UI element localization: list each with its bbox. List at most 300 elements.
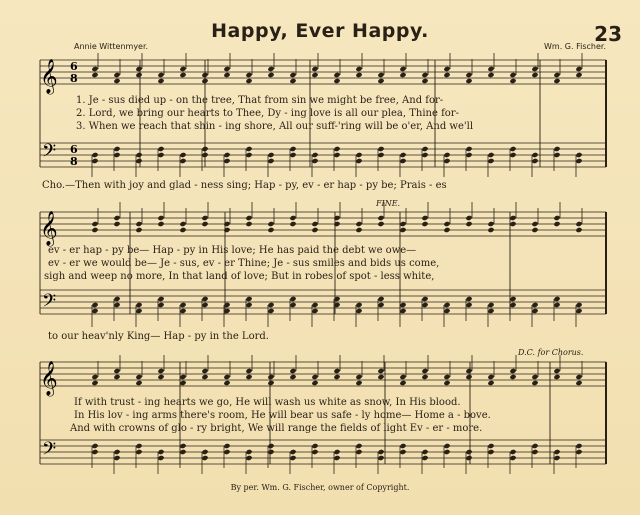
note-head	[355, 449, 362, 455]
note-head	[575, 449, 582, 455]
note-head	[421, 72, 428, 78]
note-head	[487, 380, 494, 386]
note-head	[421, 449, 428, 455]
note-head	[333, 152, 340, 158]
note-head	[443, 158, 450, 164]
note-head	[311, 374, 318, 380]
verse3-line-system2: sigh and weep no more, In that land of love; But in robes of spot - less white,	[44, 271, 435, 282]
note-head	[487, 302, 494, 308]
note-head	[553, 215, 560, 221]
note-head	[267, 380, 274, 386]
note-head	[487, 449, 494, 455]
note-head	[487, 152, 494, 158]
note-head	[575, 227, 582, 233]
note-head	[289, 78, 296, 84]
note-head	[377, 368, 384, 374]
note-head	[245, 449, 252, 455]
note-head	[135, 221, 142, 227]
note-head	[135, 302, 142, 308]
note-head	[289, 221, 296, 227]
note-head	[575, 152, 582, 158]
note-head	[443, 308, 450, 314]
note-head	[509, 146, 516, 152]
note-head	[157, 374, 164, 380]
note-head	[531, 227, 538, 233]
note-head	[531, 380, 538, 386]
note-head	[399, 221, 406, 227]
note-head	[487, 443, 494, 449]
bass-clef-3: 𝄢	[42, 439, 57, 464]
note-head	[157, 455, 164, 461]
note-head	[267, 158, 274, 164]
note-head	[289, 455, 296, 461]
note-head	[421, 146, 428, 152]
note-head	[311, 308, 318, 314]
note-head	[245, 215, 252, 221]
note-head	[157, 146, 164, 152]
note-head	[245, 78, 252, 84]
note-head	[91, 302, 98, 308]
note-head	[443, 302, 450, 308]
note-head	[157, 152, 164, 158]
note-head	[201, 221, 208, 227]
note-head	[245, 296, 252, 302]
verse3-line-system1: 3. When we reach that shin - ing shore, All our suff-'ring will be o'er, And we'll	[76, 121, 474, 132]
note-head	[509, 296, 516, 302]
note-head	[509, 302, 516, 308]
note-head	[377, 374, 384, 380]
note-head	[223, 221, 230, 227]
note-head	[135, 449, 142, 455]
note-head	[113, 72, 120, 78]
note-head	[377, 302, 384, 308]
verse1-line-system3: If with trust - ing hearts we go, He will wash us white as snow, In His blood.	[74, 397, 461, 408]
note-head	[157, 302, 164, 308]
note-head	[267, 302, 274, 308]
note-head	[311, 72, 318, 78]
note-head	[399, 443, 406, 449]
note-head	[443, 221, 450, 227]
note-head	[333, 72, 340, 78]
note-head	[443, 227, 450, 233]
note-head	[157, 221, 164, 227]
note-head	[333, 146, 340, 152]
note-head	[487, 374, 494, 380]
note-head	[465, 374, 472, 380]
note-head	[179, 449, 186, 455]
note-head	[179, 227, 186, 233]
time-sig-top-bass: 6	[70, 143, 78, 156]
note-head	[399, 380, 406, 386]
note-head	[201, 215, 208, 221]
note-head	[113, 455, 120, 461]
note-head	[311, 221, 318, 227]
note-head	[333, 449, 340, 455]
note-head	[201, 72, 208, 78]
note-head	[157, 78, 164, 84]
note-head	[531, 152, 538, 158]
note-head	[311, 302, 318, 308]
hymn-title: Happy, Ever Happy.	[211, 20, 429, 42]
note-head	[443, 443, 450, 449]
note-head	[509, 152, 516, 158]
note-head	[201, 296, 208, 302]
note-head	[487, 221, 494, 227]
verse1-line-system2: ev - er hap - py be— Hap - py in His love; He has paid the debt we owe—	[48, 245, 417, 256]
note-head	[201, 302, 208, 308]
note-head	[289, 449, 296, 455]
note-head	[245, 368, 252, 374]
note-head	[311, 66, 318, 72]
note-head	[245, 455, 252, 461]
note-head	[333, 374, 340, 380]
note-head	[179, 308, 186, 314]
note-head	[377, 152, 384, 158]
note-head	[531, 443, 538, 449]
note-head	[377, 455, 384, 461]
note-head	[443, 66, 450, 72]
note-head	[553, 221, 560, 227]
note-head	[91, 158, 98, 164]
note-head	[179, 302, 186, 308]
chorus-line-system2: to our heav'nly King— Hap - py in the Lord.	[48, 331, 269, 342]
note-head	[223, 227, 230, 233]
note-head	[377, 296, 384, 302]
note-head	[399, 158, 406, 164]
note-head	[179, 72, 186, 78]
note-head	[575, 380, 582, 386]
note-head	[509, 374, 516, 380]
note-head	[201, 455, 208, 461]
note-head	[91, 152, 98, 158]
note-head	[201, 374, 208, 380]
note-head	[311, 158, 318, 164]
note-head	[289, 215, 296, 221]
note-head	[135, 72, 142, 78]
note-head	[465, 215, 472, 221]
note-head	[399, 302, 406, 308]
note-head	[311, 443, 318, 449]
note-head	[399, 66, 406, 72]
note-head	[399, 72, 406, 78]
note-head	[157, 368, 164, 374]
verse1-line-system1: 1. Je - sus died up - on the tree, That from sin we might be free, And for-	[76, 95, 444, 106]
note-head	[333, 78, 340, 84]
note-head	[465, 455, 472, 461]
note-head	[179, 158, 186, 164]
note-head	[135, 66, 142, 72]
note-head	[267, 308, 274, 314]
note-head	[487, 158, 494, 164]
note-head	[443, 374, 450, 380]
note-head	[355, 374, 362, 380]
note-head	[113, 296, 120, 302]
note-head	[201, 152, 208, 158]
note-head	[509, 455, 516, 461]
note-head	[465, 221, 472, 227]
note-head	[355, 72, 362, 78]
note-head	[91, 449, 98, 455]
note-head	[311, 227, 318, 233]
note-head	[179, 443, 186, 449]
note-head	[575, 221, 582, 227]
note-head	[223, 374, 230, 380]
note-head	[157, 296, 164, 302]
note-head	[355, 443, 362, 449]
note-head	[399, 308, 406, 314]
note-head	[531, 158, 538, 164]
note-head	[135, 152, 142, 158]
note-head	[465, 449, 472, 455]
note-head	[113, 215, 120, 221]
treble-clef-2: 𝄞	[40, 211, 58, 246]
note-head	[113, 152, 120, 158]
bass-clef-2: 𝄢	[42, 291, 57, 316]
dc-mark: D.C. for Chorus.	[518, 348, 584, 357]
note-head	[399, 152, 406, 158]
note-head	[135, 308, 142, 314]
note-head	[487, 227, 494, 233]
note-head	[333, 455, 340, 461]
note-head	[245, 152, 252, 158]
note-head	[443, 449, 450, 455]
note-head	[377, 72, 384, 78]
note-head	[553, 374, 560, 380]
note-head	[421, 302, 428, 308]
note-head	[509, 78, 516, 84]
note-head	[553, 455, 560, 461]
note-head	[157, 72, 164, 78]
note-head	[553, 368, 560, 374]
note-head	[201, 146, 208, 152]
note-head	[113, 374, 120, 380]
note-head	[355, 158, 362, 164]
note-head	[267, 227, 274, 233]
note-head	[509, 215, 516, 221]
note-head	[377, 78, 384, 84]
note-head	[333, 302, 340, 308]
page-number: 23	[594, 22, 622, 46]
note-head	[91, 443, 98, 449]
note-head	[421, 78, 428, 84]
note-head	[223, 449, 230, 455]
note-head	[553, 152, 560, 158]
note-head	[443, 72, 450, 78]
note-head	[245, 302, 252, 308]
note-head	[421, 374, 428, 380]
note-head	[157, 215, 164, 221]
note-head	[245, 221, 252, 227]
note-head	[267, 374, 274, 380]
note-head	[399, 374, 406, 380]
note-head	[487, 66, 494, 72]
treble-clef-1: 𝄞	[40, 59, 58, 94]
note-head	[135, 374, 142, 380]
note-head	[355, 66, 362, 72]
note-head	[333, 368, 340, 374]
note-head	[553, 449, 560, 455]
note-head	[333, 215, 340, 221]
note-head	[531, 308, 538, 314]
note-head	[223, 158, 230, 164]
note-head	[289, 302, 296, 308]
time-sig-bottom-treble: 8	[70, 72, 78, 85]
note-head	[531, 302, 538, 308]
note-head	[223, 308, 230, 314]
note-head	[421, 455, 428, 461]
note-head	[289, 296, 296, 302]
note-head	[465, 368, 472, 374]
note-head	[289, 72, 296, 78]
note-head	[377, 215, 384, 221]
note-head	[267, 221, 274, 227]
time-sig-top-treble: 6	[70, 60, 78, 73]
note-head	[135, 158, 142, 164]
note-head	[531, 72, 538, 78]
note-head	[157, 449, 164, 455]
note-head	[201, 78, 208, 84]
note-head	[399, 449, 406, 455]
note-head	[575, 158, 582, 164]
note-head	[399, 227, 406, 233]
time-sig-bottom-bass: 8	[70, 155, 78, 168]
note-head	[355, 221, 362, 227]
note-head	[421, 215, 428, 221]
note-head	[487, 308, 494, 314]
note-head	[575, 72, 582, 78]
note-head	[355, 227, 362, 233]
copyright-footer: By per. Wm. G. Fischer, owner of Copyright.	[230, 483, 410, 492]
note-head	[267, 449, 274, 455]
note-head	[267, 72, 274, 78]
note-head	[509, 368, 516, 374]
bass-clef-1: 𝄢	[42, 141, 57, 166]
note-head	[553, 78, 560, 84]
note-head	[531, 374, 538, 380]
note-head	[223, 152, 230, 158]
note-head	[531, 449, 538, 455]
note-head	[201, 368, 208, 374]
note-head	[421, 368, 428, 374]
note-head	[311, 449, 318, 455]
note-head	[575, 374, 582, 380]
note-head	[223, 72, 230, 78]
note-head	[91, 227, 98, 233]
note-head	[575, 66, 582, 72]
lyricist-credit: Annie Wittenmyer.	[74, 42, 149, 51]
note-head	[91, 380, 98, 386]
note-head	[289, 152, 296, 158]
note-head	[377, 221, 384, 227]
note-head	[179, 152, 186, 158]
note-head	[509, 449, 516, 455]
note-head	[355, 380, 362, 386]
note-head	[289, 374, 296, 380]
note-head	[245, 146, 252, 152]
note-head	[509, 221, 516, 227]
note-head	[531, 221, 538, 227]
note-head	[135, 443, 142, 449]
note-head	[311, 152, 318, 158]
note-head	[553, 146, 560, 152]
note-head	[421, 296, 428, 302]
note-head	[113, 368, 120, 374]
note-head	[179, 374, 186, 380]
verse3-line-system3: And with crowns of glo - ry bright, We will range the fields of light Ev - er - more.	[70, 423, 483, 434]
note-head	[135, 380, 142, 386]
note-head	[289, 146, 296, 152]
note-head	[377, 146, 384, 152]
note-head	[333, 221, 340, 227]
note-head	[333, 296, 340, 302]
note-head	[91, 66, 98, 72]
note-head	[311, 380, 318, 386]
note-head	[465, 72, 472, 78]
note-head	[465, 296, 472, 302]
note-head	[355, 308, 362, 314]
verse2-line-system1: 2. Lord, we bring our hearts to Thee, Dy - ing love is all our plea, Thine for-	[76, 108, 459, 119]
note-head	[113, 449, 120, 455]
note-head	[465, 146, 472, 152]
note-head	[223, 443, 230, 449]
note-head	[201, 449, 208, 455]
note-head	[179, 221, 186, 227]
note-head	[223, 380, 230, 386]
note-head	[355, 302, 362, 308]
verse2-line-system2: ev - er we would be— Je - sus, ev - er Thine; Je - sus smiles and bids us come,	[48, 258, 440, 269]
note-head	[575, 308, 582, 314]
note-head	[465, 152, 472, 158]
note-head	[531, 66, 538, 72]
note-head	[113, 78, 120, 84]
note-head	[113, 221, 120, 227]
note-head	[135, 227, 142, 233]
note-head	[223, 66, 230, 72]
chorus-line-system1: Cho.—Then with joy and glad - ness sing; Hap - py, ev - er hap - py be; Prais - es	[42, 180, 447, 191]
note-head	[421, 221, 428, 227]
note-head	[113, 302, 120, 308]
note-head	[575, 302, 582, 308]
composer-credit: Wm. G. Fischer.	[544, 42, 606, 51]
note-head	[289, 368, 296, 374]
note-head	[267, 443, 274, 449]
note-head	[575, 443, 582, 449]
note-head	[553, 302, 560, 308]
note-head	[377, 449, 384, 455]
note-head	[553, 296, 560, 302]
note-head	[91, 72, 98, 78]
note-head	[465, 302, 472, 308]
note-head	[267, 66, 274, 72]
verse2-line-system3: In His lov - ing arms there's room, He will bear us safe - ly home— Home a - bove.	[74, 410, 491, 421]
note-head	[113, 146, 120, 152]
note-head	[245, 374, 252, 380]
note-head	[245, 72, 252, 78]
note-head	[553, 72, 560, 78]
note-head	[91, 221, 98, 227]
fine-mark: FINE.	[376, 199, 401, 208]
note-head	[91, 374, 98, 380]
note-head	[355, 152, 362, 158]
treble-clef-3: 𝄞	[40, 361, 58, 396]
note-head	[443, 380, 450, 386]
note-head	[179, 380, 186, 386]
note-head	[509, 72, 516, 78]
note-head	[421, 152, 428, 158]
note-head	[91, 308, 98, 314]
note-head	[267, 152, 274, 158]
note-head	[443, 152, 450, 158]
